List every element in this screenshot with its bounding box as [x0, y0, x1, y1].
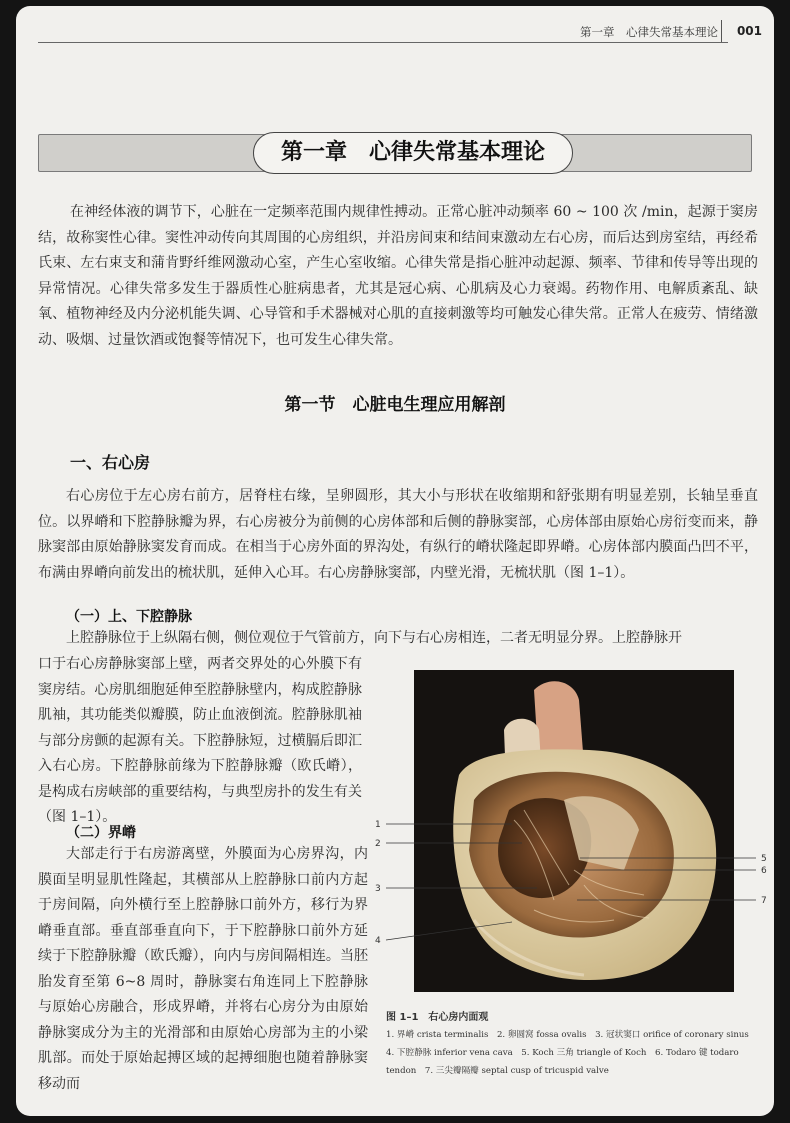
callout-5: 5	[761, 854, 767, 864]
running-head-rule	[38, 42, 728, 43]
intro-paragraph: 在神经体液的调节下，心脏在一定频率范围内规律性搏动。正常心脏冲动频率 60 ~ 100 次 /min，起源于窦房结，故称窦性心律。窦性冲动传向其周围的心房组织，并沿房间束和结间束激动左右心房，而后达到房室结，再经希氏束、左右束支和蒲肯野纤维网激动心室，产生心室收缩。心律失常是指心脏冲动起源、频率、节律和传导等出现的异常情况。心律失常多发生于器质性心脏病患者，尤其是冠心病、心肌病及心力衰竭。药物作用、电解质紊乱、缺氧、植物神经及内分泌机能失调、心导管和手术器械对心肌的直接刺激等均可触发心律失常。正常人在疲劳、情绪激动、吸烟、过量饮酒或饱餐等情况下，也可发生心律失常。	[38, 204, 758, 348]
chapter-banner	[38, 134, 752, 172]
subsection-title: 一、右心房	[70, 453, 151, 472]
running-head	[16, 20, 774, 50]
callout-7: 7	[761, 896, 767, 906]
callout-1: 1	[375, 820, 381, 830]
right-atrium-paragraph: 右心房位于左心房右前方，居脊柱右缘，呈卵圆形，其大小与形状在收缩期和舒张期有明显差别，长轴呈垂直位。以界嵴和下腔静脉瓣为界，右心房被分为前侧的心房体部和后侧的静脉窦部，心房体部由原始心房衍变而来，静脉窦部由原始静脉窦发育而成。在相当于心房外面的界沟处，有纵行的嵴状隆起即界嵴。心房体部内膜面凸凹不平，布满由界嵴向前发出的梳状肌，延伸入心耳。右心房静脉窦部，内壁光滑，无梳状肌（图 1–1）。	[38, 488, 758, 581]
figure-caption-title: 图 1–1 右心房内面观	[386, 1012, 489, 1023]
callout-line-4	[386, 922, 512, 940]
callout-4: 4	[375, 936, 381, 946]
figure-legend: 1. 界嵴 crista terminalis 2. 卵圆窝 fossa ovalis 3. 冠状窦口 orifice of coronary sinus 4. 下腔静脉 inferior vena cava 5. Koch 三角 triangle of Koch 6. Todaro 键 todaro tendon 7. 三尖瓣隔瓣 septal cusp of tricuspid valve	[386, 1030, 758, 1076]
figure-callouts	[372, 806, 772, 956]
callout-3: 3	[375, 884, 381, 894]
sub2-title: （二）界嵴	[66, 825, 136, 841]
book-page	[16, 6, 774, 1116]
section-title: 第一节 心脏电生理应用解剖	[284, 395, 506, 415]
running-head-chapter: 第一章 心律失常基本理论	[580, 25, 718, 39]
sub1-paragraph: 口于右心房静脉窦部上壁，两者交界处的心外膜下有窦房结。心房肌细胞延伸至腔静脉壁内，构成腔静脉肌袖，其功能类似瓣膜，防止血液倒流。腔静脉肌袖与部分房颤的起源有关。下腔静脉短，过横膈后即汇入右心房。下腔静脉前缘为下腔静脉瓣（欧氏嵴），是构成右房峡部的重要结构，与典型房扑的发生有关（图 1–1）。	[38, 656, 362, 825]
chapter-title: 第一章 心律失常基本理论	[253, 132, 573, 174]
sub2-paragraph: 大部走行于右房游离壁，外膜面为心房界沟，内膜面呈明显肌性隆起，其横部从上腔静脉口前内方起于房间隔，向外横行至上腔静脉口前外方，移行为界嵴垂直部。垂直部垂直向下，于下腔静脉口前外方延续于下腔静脉瓣（欧氏瓣），向内与房间隔相连。当胚胎发育至第 6~8 周时，静脉窦右角连同上下腔静脉与原始心房融合，形成界嵴，并将右心房分为由原始静脉窦成分为主的光滑部和由原始心房部为主的小梁肌部。而处于原始起搏区域的起搏细胞也随着静脉窦移动而	[38, 846, 368, 1092]
sub1-title: （一）上、下腔静脉	[66, 609, 192, 625]
callout-6: 6	[761, 866, 767, 876]
page-number: 001	[736, 24, 762, 38]
sub1-lead-line: 上腔静脉位于上纵隔右侧，侧位观位于气管前方，向下与右心房相连，二者无明显分界。上腔静脉开	[66, 630, 682, 646]
callout-2: 2	[375, 839, 381, 849]
